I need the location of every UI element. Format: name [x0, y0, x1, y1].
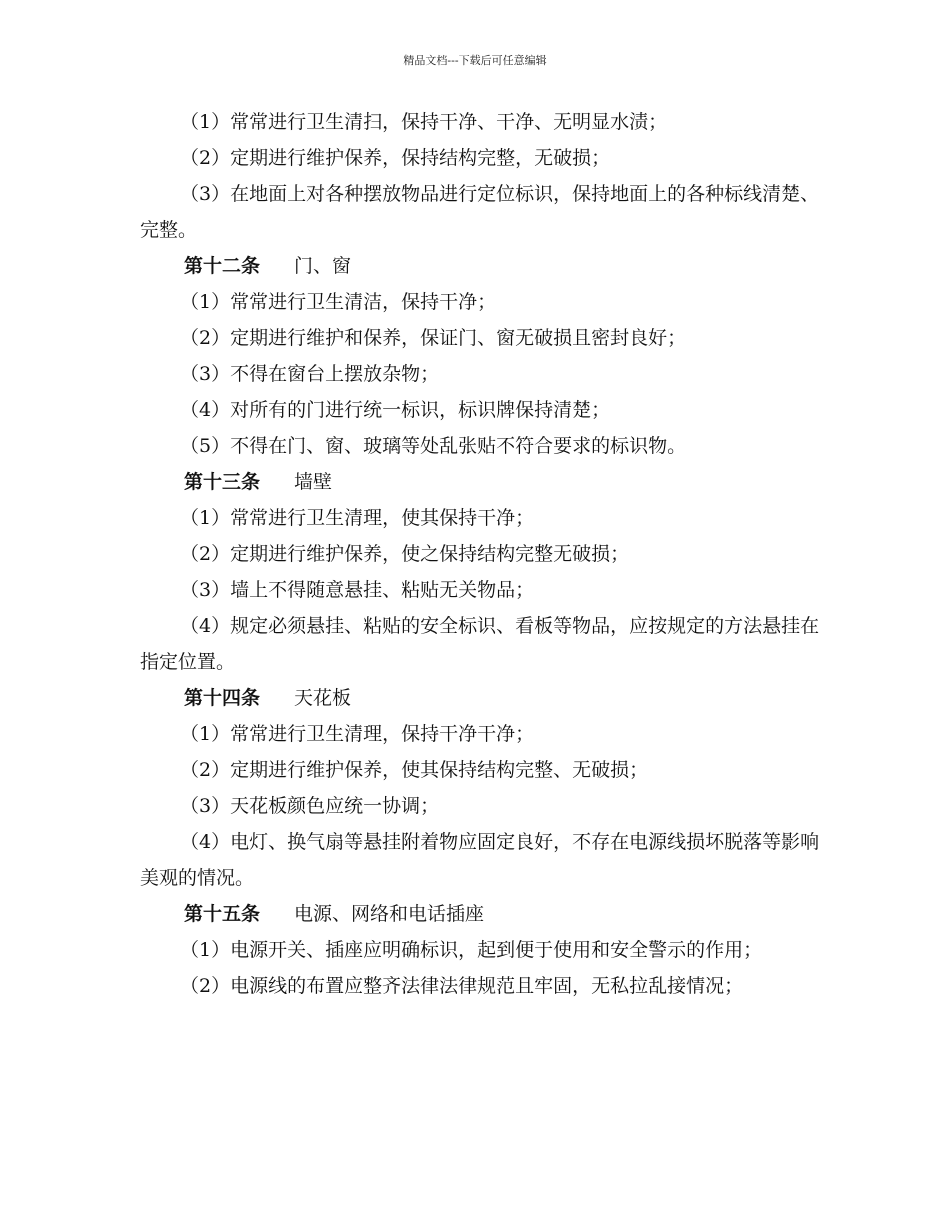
article-number: 第十五条: [184, 903, 261, 925]
list-item: （1）常常进行卫生清理，使其保持干净；: [180, 507, 535, 529]
article-heading: [140, 248, 830, 284]
article-heading: [140, 680, 830, 716]
list-item: （1）电源开关、插座应明确标识，起到便于使用和安全警示的作用；: [180, 939, 763, 961]
article-number: 第十二条: [184, 255, 261, 277]
list-item: （4）对所有的门进行统一标识，标识牌保持清楚；: [180, 399, 611, 421]
list-item: （2）定期进行维护保养，使其保持结构完整、无破损；: [180, 759, 649, 781]
list-item: （4）规定必须悬挂、粘贴的安全标识、看板等物品，应按规定的方法悬挂在指定位置。: [140, 615, 820, 673]
article-heading: [140, 896, 830, 932]
list-item: （4）电灯、换气扇等悬挂附着物应固定良好，不存在电源线损坏脱落等影响美观的情况。: [140, 831, 820, 889]
article-title: 天花板: [294, 687, 352, 709]
list-item: （2）定期进行维护保养，使之保持结构完整无破损；: [180, 543, 630, 565]
article-title: 电源、网络和电话插座: [294, 903, 485, 925]
page-header: [0, 54, 950, 68]
article-number: 第十三条: [184, 471, 261, 493]
list-item: （3）天花板颜色应统一协调；: [180, 795, 440, 817]
document-body: [140, 104, 830, 1004]
list-item: （3）在地面上对各种摆放物品进行定位标识，保持地面上的各种标线清楚、完整。: [140, 183, 820, 241]
article-number: 第十四条: [184, 687, 261, 709]
list-item: （5）不得在门、窗、玻璃等处乱张贴不符合要求的标识物。: [180, 435, 687, 457]
list-item: （3）墙上不得随意悬挂、粘贴无关物品；: [180, 579, 535, 601]
list-item: （2）电源线的布置应整齐法律法律规范且牢固，无私拉乱接情况；: [180, 975, 744, 997]
list-item: （1）常常进行卫生清扫，保持干净、干净、无明显水渍；: [180, 111, 668, 133]
article-title: 门、窗: [294, 255, 352, 277]
article-title: 墙壁: [294, 471, 333, 493]
list-item: （2）定期进行维护保养，保持结构完整，无破损；: [180, 147, 611, 169]
article-heading: [140, 464, 830, 500]
list-item: （1）常常进行卫生清理，保持干净干净；: [180, 723, 535, 745]
list-item: （2）定期进行维护和保养，保证门、窗无破损且密封良好；: [180, 327, 687, 349]
list-item: （1）常常进行卫生清洁，保持干净；: [180, 291, 497, 313]
list-item: （3）不得在窗台上摆放杂物；: [180, 363, 440, 385]
page-header-text: 精品文档---下载后可任意编辑: [403, 54, 547, 67]
